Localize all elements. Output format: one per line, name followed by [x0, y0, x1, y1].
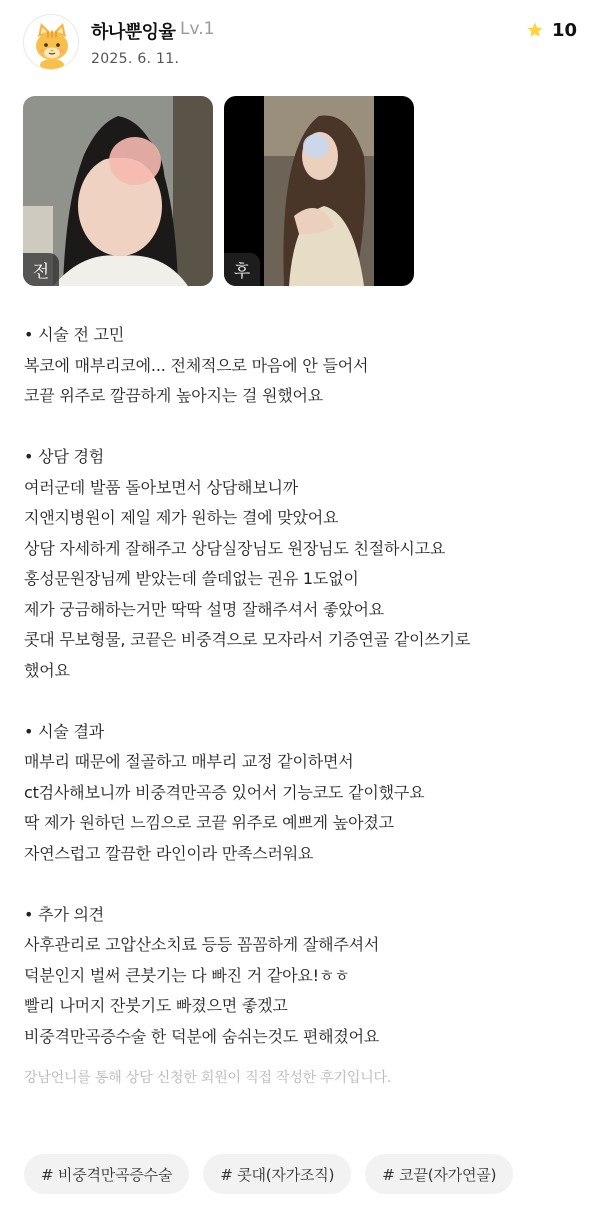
review-line: • 상담 경험 — [24, 447, 105, 466]
author-level-badge: Lv.1 — [180, 19, 215, 39]
review-line: 여러군데 발품 돌아보면서 상담해보니까 — [24, 477, 299, 497]
review-text — [24, 320, 576, 1052]
review-line: • 추가 의견 — [24, 904, 105, 924]
before-photo[interactable] — [23, 96, 213, 286]
review-disclaimer: 강남언니를 통해 상담 신청한 회원이 직접 작성한 후기입니다. — [24, 1070, 392, 1086]
review-line — [24, 869, 576, 900]
author-name[interactable]: 하나뿐잉율 — [91, 22, 176, 43]
review-line: 제가 궁금해하는거만 딱딱 설명 잘해주셔서 좋았어요 — [24, 599, 385, 619]
review-line: 복코에 매부리코에... 전체적으로 마음에 안 들어서 — [24, 355, 369, 375]
rating-value: 10 — [551, 19, 577, 41]
tag-chip[interactable]: # 비중격만곡증수술 — [24, 1154, 189, 1194]
tag-chip[interactable]: # 콧대(자가조직) — [203, 1154, 351, 1194]
review-line: 코끝 위주로 깔끔하게 높아지는 걸 원했어요 — [24, 386, 324, 405]
review-line: 덕분인지 벌써 큰붓기는 다 빠진 거 같아요!ㅎㅎ — [24, 965, 350, 985]
review-line — [24, 686, 576, 717]
star-icon — [526, 21, 544, 39]
rating — [526, 18, 577, 42]
review-line: 매부리 때문에 절골하고 매부리 교정 같이하면서 — [24, 752, 354, 771]
review-line: 콧대 무보형물, 코끝은 비중격으로 모자라서 기증연골 같이쓰기로 — [24, 630, 471, 649]
tag-chip[interactable]: # 코끝(자가연골) — [365, 1154, 513, 1194]
review-line: 지앤지병원이 제일 제가 원하는 결에 맞았어요 — [24, 508, 339, 527]
review-line: 딱 제가 원하던 느낌으로 코끝 위주로 예쁘게 높아졌고 — [24, 813, 394, 832]
review-line: 홍성문원장님께 받았는데 쓸데없는 권유 1도없이 — [24, 569, 359, 588]
after-photo[interactable] — [224, 96, 414, 286]
post-date: 2025. 6. 11. — [91, 51, 180, 67]
review-line: 했어요 — [24, 660, 70, 680]
review-line: • 시술 전 고민 — [24, 325, 125, 344]
review-line — [24, 412, 576, 443]
before-photo-label: 전 — [23, 253, 59, 286]
review-header — [23, 14, 577, 70]
after-photo-label: 후 — [224, 253, 260, 286]
review-line: 빨리 나머지 잔붓기도 빠졌으면 좋겠고 — [24, 996, 288, 1015]
review-line: 자연스럽고 깔끔한 라인이라 만족스러워요 — [24, 843, 314, 863]
review-line: 사후관리로 고압산소치료 등등 꼼꼼하게 잘해주셔서 — [24, 935, 380, 954]
review-line: ct검사해보니까 비중격만곡증 있어서 기능코도 같이했구요 — [24, 782, 425, 802]
review-line: 비중격만곡증수술 한 덕분에 숨쉬는것도 편해졌어요 — [24, 1026, 380, 1046]
tag-list — [24, 1154, 513, 1194]
review-line: • 시술 결과 — [24, 721, 105, 741]
cat-face-icon[interactable] — [23, 14, 79, 70]
review-line: 상담 자세하게 잘해주고 상담실장님도 원장님도 친절하시고요 — [24, 538, 446, 558]
